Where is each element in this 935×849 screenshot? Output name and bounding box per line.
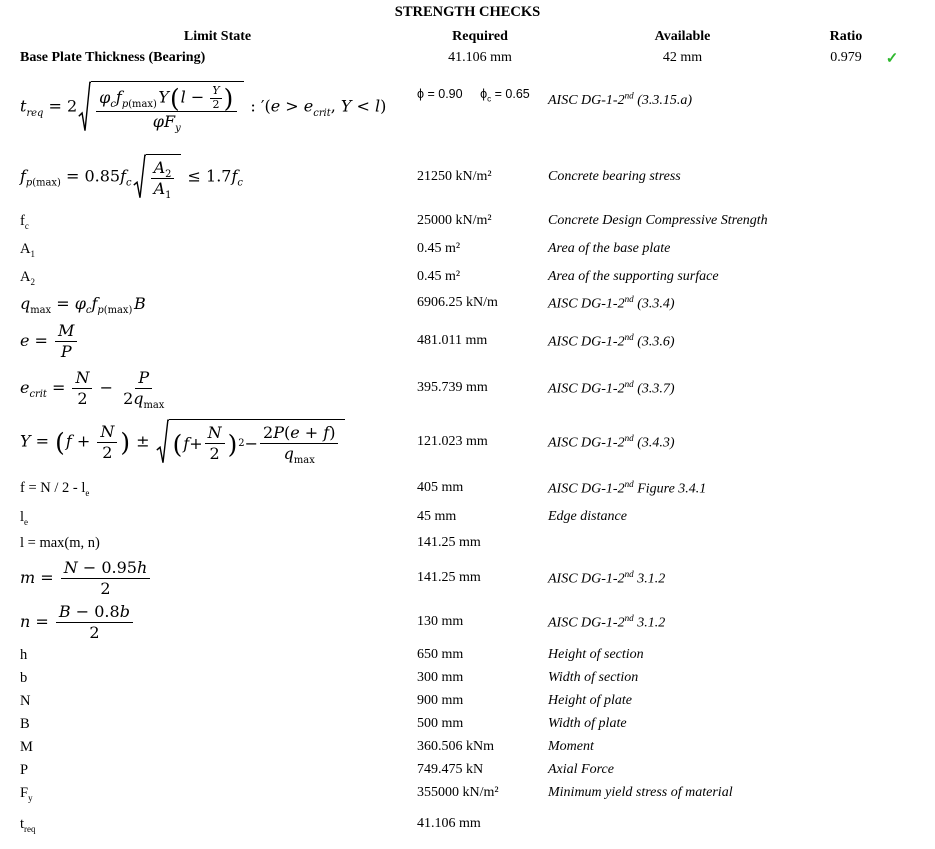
formula: B [20,715,30,732]
value: 360.506 kNm [417,739,494,754]
page-title-text: STRENGTH CHECKS [394,3,541,20]
table-header [0,28,935,46]
required-value: 41.106 mm [448,50,512,65]
value: 481.011 mm [417,333,488,348]
value: 41.106 mm [417,816,481,831]
calc-row-Y [0,413,935,471]
calc-row-treq-formula [0,64,935,150]
formula: P [20,761,29,778]
formula: h [20,646,28,663]
description: AISC DG-1-2nd (3.3.7) [548,378,675,397]
value: 141.25 mm [417,570,481,585]
page-title [0,2,935,22]
calc-row-f [0,476,935,500]
formula: M [20,738,33,755]
calc-row-P [0,759,935,781]
header-limit-state: Limit State [183,29,252,44]
calc-row-n [0,600,935,644]
description: Edge distance [548,509,627,524]
value: 405 mm [417,480,464,495]
description [545,90,935,117]
description: Concrete Design Compressive Strength [548,213,768,228]
calc-row-ecrit [0,366,935,410]
description: Concrete bearing stress [548,169,681,184]
check-row-label: Base Plate Thickness (Bearing) [20,50,206,65]
value: 355000 kN/m² [417,785,499,800]
calc-row-B [0,713,935,735]
value: 130 mm [417,614,464,629]
check-pass-icon: ✓ [885,50,899,67]
value: 0.45 m² [417,241,461,256]
value: 6906.25 kN/m [417,295,498,310]
calc-row-l [0,532,935,554]
calc-row-N [0,690,935,712]
value: 395.739 mm [417,380,488,395]
calc-row-treq-value [0,812,935,836]
value: 500 mm [417,716,464,731]
value: 121.023 mm [417,434,488,449]
phi-factors [415,86,545,116]
formula: m = $\frac{N - 0.95h}{2}$ [0,558,415,599]
description: Height of section [548,647,644,662]
value: 141.25 mm [417,535,481,550]
description: Area of the base plate [548,241,671,256]
description: Minimum yield stress of material [548,785,733,800]
value: 650 mm [417,647,464,662]
description: AISC DG-1-2nd (3.3.4) [548,293,675,312]
header-ratio: Ratio [829,29,863,44]
calc-row-m [0,556,935,600]
formula: N [20,692,31,709]
calc-row-e [0,320,935,362]
formula: $l_e$ [20,508,29,527]
value: 749.475 kN [417,762,484,777]
description: Width of section [548,670,639,685]
value: 45 mm [417,509,457,524]
formula: n = $\frac{B - 0.8b}{2}$ [0,602,415,643]
formula: $f = N / 2 - l_e$ [20,479,90,498]
formula: $f_{p(max)} = 0.85f_c$ $A_2$ $A_1$ ≤ $1.7f_c$ [0,154,415,200]
description: Width of plate [548,716,627,731]
formula: e = $\frac{M}{P}$ [0,321,415,362]
ratio-value: 0.979 [830,50,862,65]
description: AISC DG-1-2nd Figure 3.4.1 [548,478,707,497]
calc-row-h [0,644,935,666]
calc-row-b [0,667,935,689]
formula: Y = (f + $\frac{N}{2}$ ) ± ( f + N 2 ) 2 − 2P(e + f) $q_{max}$ [0,419,415,465]
calc-row-M [0,736,935,758]
description: AISC DG-1-2nd 3.1.2 [548,568,666,587]
available-value: 42 mm [662,50,703,65]
calc-row-A2 [0,264,935,290]
aisc-reference: AISC DG-1-2nd (3.3.15.a) [548,90,693,109]
formula: b [20,669,28,686]
formula: $t_{req}$ [20,815,36,834]
formula: $F_y$ [20,784,33,803]
calc-row-qmax [0,290,935,316]
formula: $q_{max} = \varphi_cf_{p(max)}$ B [20,293,146,316]
calc-row-A1 [0,236,935,262]
description: Moment [548,739,594,754]
description: AISC DG-1-2nd (3.4.3) [548,432,675,451]
phi-value: ϕ = 0.90 [417,86,463,101]
description: Height of plate [548,693,632,708]
header-required: Required [452,29,508,44]
formula: $A_1$ [20,240,35,259]
calc-row-Fy [0,781,935,805]
description: AISC DG-1-2nd 3.1.2 [548,612,666,631]
formula: $A_2$ [20,268,35,287]
value: 300 mm [417,670,464,685]
formula: $f_c$ [20,212,29,231]
value: 0.45 m² [417,269,461,284]
formula: l = max(m, n) [20,534,100,551]
formula: $t_{req} = 2$ $\varphi_cf_{p(max)}$ Y(l − $\frac{Y}{2}$ ) $\varphi F_y$ : $'(e > e_{crit}$, Y < l) [0,81,415,133]
calc-row-fc [0,208,935,234]
description: AISC DG-1-2nd (3.3.6) [548,331,675,350]
header-available: Available [654,29,711,44]
calc-row-fpmax [0,148,935,206]
description: Axial Force [548,762,614,777]
value: 25000 kN/m² [417,213,492,228]
value: 900 mm [417,693,464,708]
calc-row-le [0,504,935,530]
formula: $e_{crit}$ = $\frac{N}{2}$ − P $2q_{max}$ [20,367,165,411]
phi-c-value: $\phi_c = 0.65$ [480,86,530,104]
value: 21250 kN/m² [417,169,492,184]
description: Area of the supporting surface [548,269,719,284]
